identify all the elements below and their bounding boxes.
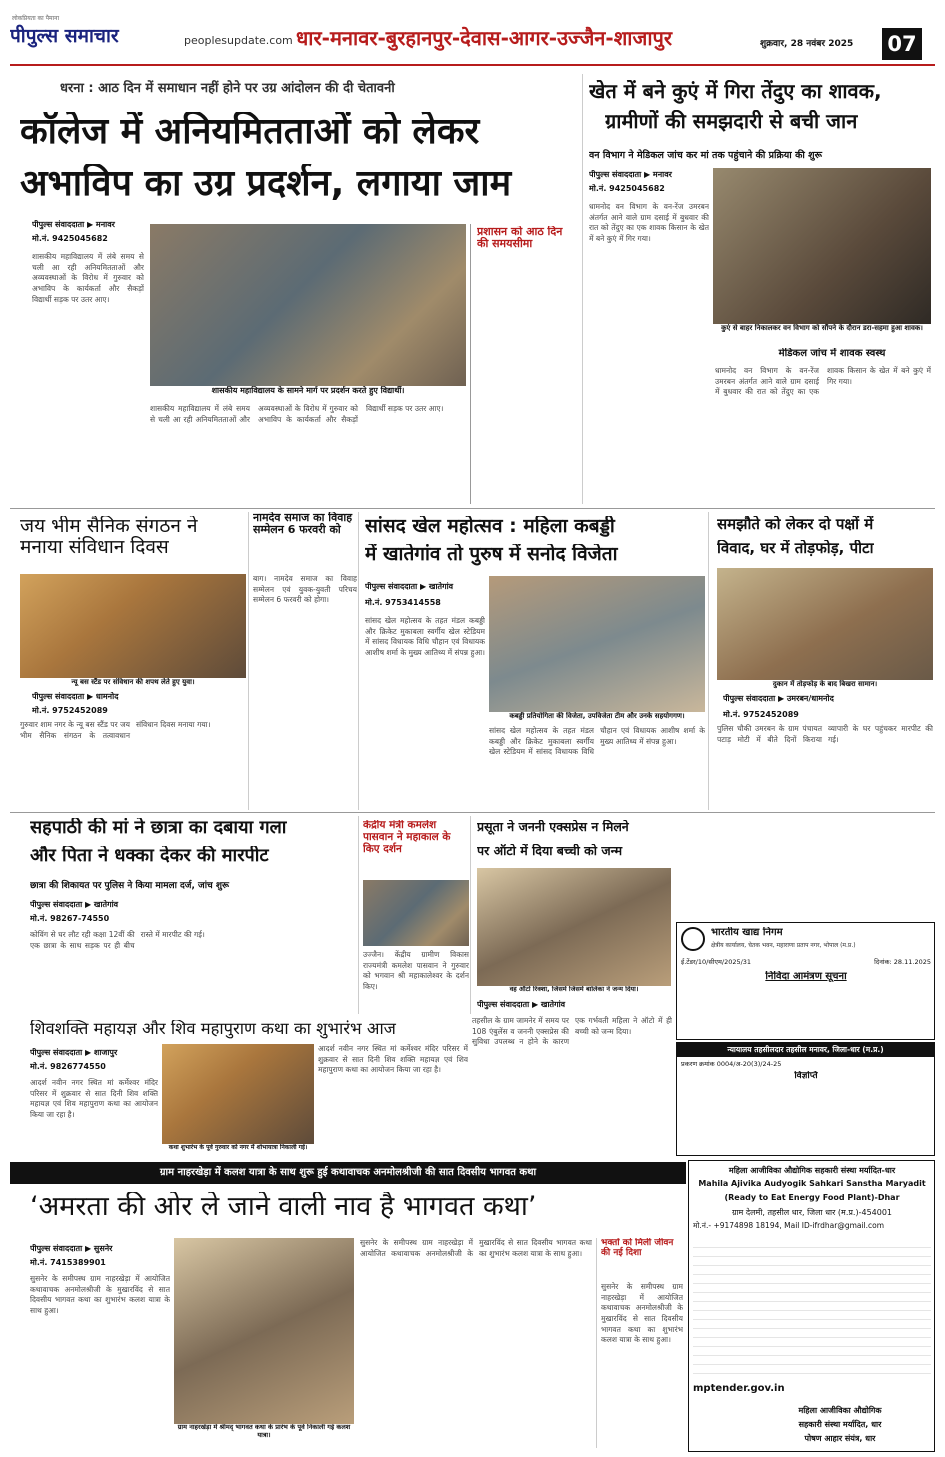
story-namdev-marriage [248,512,358,810]
body-2: धामनोद वन विभाग के वन-रेंज उमरबन अंतर्गत आने वाले ग्राम दसाई में बुधवार की रात को तेंदुए का एक शावक किसान के खेत में बने कुएं में गिर गया। [715,366,931,397]
body-columns: शासकीय महाविद्यालय में लंबे समय से चली आ रही अनियमितताओं और अव्यवस्थाओं के विरोध में गुरुवार को अभाविप के कार्यकर्ता और सैकड़ों विद्यार्थी सड़क पर उतर आए। [150,404,444,424]
ad-mahila-ajivika [688,1160,935,1452]
headline-line-1: खेत में बने कुएं में गिरा तेंदुए का शावक, [589,80,882,103]
body: कोविंग से घर लौट रही कक्षा 12वीं की एक छात्रा के साथ सड़क पर ही बीच रास्ते में मारपीट की गई। [30,930,205,950]
inner-title: मेडिकल जांच में शावक स्वस्थ [778,348,886,359]
row-rule-1 [10,508,935,509]
kabaddi-photo [489,576,705,712]
mobile: मो.नं. 9826774550 [30,1062,106,1071]
body-2: आदर्श नवीन नगर स्थित मां कर्मेश्वर मंदिर परिसर में शुक्रवार से सात दिनी शिव शक्ति महायज्ञ एवं शिव महापुराण कथा का आयोजन किया जा रहा है। [318,1044,468,1075]
story-kabaddi [358,512,708,810]
subheadline: छात्रा की शिकायत पर पुलिस ने किया मामला दर्ज, जांच शुरू [30,881,230,891]
body: उज्जैन। केंद्रीय ग्रामीण विकास राज्यमंत्री कमलेश पासवान ने गुरुवार को भगवान श्री महाकालेश्वर के दर्शन किए। [363,950,469,991]
story-shiv-mahapuran [10,1016,470,1158]
byline: पीपुल्स संवाददाता ▶ मनावर [32,220,115,229]
headline-line-1: सांसद खेल महोत्सव : महिला कबड्डी [365,516,615,537]
mobile: मो.नं. 9753414558 [365,598,441,607]
kicker: धरना : आठ दिन में समाधान नहीं होने पर उग्र आंदोलन की दी चेतावनी [60,81,395,96]
page-number: 07 [882,28,922,60]
damaged-shop-photo [717,568,933,680]
website[interactable]: peoplesupdate.com [184,34,293,47]
ad-title: विज्ञप्ति [794,1071,818,1081]
headline-line-2: पर ऑटो में दिया बच्ची को जन्म [477,844,623,858]
header-rule [10,64,935,66]
mobile: मो.नं. 9752452089 [32,706,108,715]
headline-line-1: प्रसूता ने जननी एक्सप्रेस न मिलने [477,820,629,834]
photo-caption: शासकीय महाविद्यालय के सामने मार्ग पर प्रदर्शन करते हुए विद्यार्थी। [150,386,466,398]
body: सांसद खेल महोत्सव के तहत मंडल कबड्डी और क्रिकेट मुकाबला स्वर्गीय खेल स्टेडियम में सांसद विधायक विधि चौहान एवं विधायक आशीष शर्मा के मुख्य आतिथ्य में संपन्न हुआ। [365,616,485,657]
logo-tag: लोकप्रियता का पैमाना [12,15,60,22]
ad-sign-3: पोषण आहार संयंत्र, धार [804,1434,876,1443]
sidebar-box [470,224,580,504]
ad-fci-tender [676,922,935,1040]
story-constitution-day [10,512,248,810]
ad-date: दिनांक: 28.11.2025 [874,958,931,966]
auto-rickshaw-photo [477,868,671,986]
photo-caption: वह ऑटो रिक्शा, जिसमें जिसमें बालिका ने जन्म दिया। [477,986,671,997]
photo-caption: कुएं से बाहर निकालकर वन विभाग को सौंपने के दौरान डरा-सहमा हुआ शावक। [713,324,931,344]
ad-ref: ई.टेंडर/10/सीएम/2025/31 [681,958,752,966]
headline-line-2: अभाविप का उग्र प्रदर्शन, लगाया जाम [20,164,512,204]
headline: शिवशक्ति महायज्ञ और शिव महापुराण कथा का शुभारंभ आज [30,1020,396,1038]
ad-line-4: ग्राम देलमी, तहसील धार, जिला धार (म.प्र.)-454001 [731,1208,893,1217]
protest-photo [150,224,466,386]
ad-case: प्रकरण क्रमांक 0004/अ-20(3)/24-25 [681,1060,782,1068]
headline-line-2: ग्रामीणों की समझदारी से बची जान [605,110,858,133]
photo-caption: कथा शुभारंभ के पूर्व गुरुवार को नगर में शोभायात्रा निकाली गई। [162,1144,314,1155]
subheadline: वन विभाग ने मेडिकल जांच कर मां तक पहुंचाने की प्रक्रिया की शुरू [589,150,822,161]
body: आदर्श नवीन नगर स्थित मां कर्मेश्वर मंदिर परिसर में शुक्रवार से सात दिनी शिव शक्ति महायज्ञ एवं शिव महापुराण कथा का आयोजन किया जा रहा है। [30,1078,158,1119]
headline-line-1: कॉलेज में अनियमितताओं को लेकर [20,112,480,152]
body-2: सुसनेर के समीपस्थ ग्राम नाहरखेड़ा में आयोजित कथावाचक अनमोलश्रीजी के मुखारविंद से सात दिवसीय भागवत कथा का शुभारंभ कलश यात्रा के साथ हुआ। [360,1238,592,1258]
mobile: मो.नं. 98267-74550 [30,914,110,923]
photo-caption: दुकान में तोड़फोड़ के बाद बिखरा सामान। [717,680,933,691]
story-bhagwat-katha [10,1162,686,1452]
story-dispute [708,512,935,810]
headline-line-1: समझौते को लेकर दो पक्षों में [717,516,874,533]
ad-body [693,1239,931,1379]
headline: जय भीम सैनिक संगठन ने मनाया संविधान दिवस [20,516,198,559]
story-student-assault [10,816,358,1014]
mobile: मो.नं. 7415389901 [30,1258,106,1267]
body: गुरुवार शाम नगर के न्यू बस स्टैंड पर जय भीम सैनिक संगठन के तत्वावधान संविधान दिवस मनाया गया। [20,720,211,740]
mobile: मो.नं. 9425045682 [589,184,665,193]
byline: पीपुल्स संवाददाता ▶ धामनोद [32,692,119,701]
headline: केंद्रीय मंत्री कमलेश पासवान ने महाकाल के किए दर्शन [363,820,451,855]
leopard-photo [713,168,931,324]
byline: पीपुल्स संवाददाता ▶ मनावर [589,170,672,179]
body: सुसनेर के समीपस्थ ग्राम नाहरखेड़ा में आयोजित कथावाचक अनमोलश्रीजी के मुखारविंद से सात दिवसीय भागवत कथा का शुभारंभ कलश यात्रा के साथ हुआ। [30,1274,170,1315]
headline-line-2: और पिता ने धक्का देकर की मारपीट [30,846,269,866]
byline: पीपुल्स संवाददाता ▶ खातेगांव [365,582,454,591]
byline: पीपुल्स संवाददाता ▶ शाजापुर [30,1048,118,1057]
headline: नामदेव समाज का विवाह सम्मेलन 6 फरवरी को [253,512,353,537]
photo-caption: कबड्डी प्रतियोगिता की विजेता, उपविजेता टीम और उनके सहयोगगण। [489,712,705,723]
headline: ‘अमरता की ओर ले जाने वाली नाव है भागवत कथा’ [30,1192,537,1222]
cities-banner: धार-मनावर-बुरहानपुर-देवास-आगर-उज्जैन-शाजापुर [296,26,673,50]
body: धामनोद वन विभाग के वन-रेंज उमरबन अंतर्गत आने वाले ग्राम दसाई में बुधवार की रात को तेंदुए का एक शावक किसान के खेत में बने कुएं में गिर गया। [589,202,709,243]
story-minister-mahakal [358,816,470,1014]
ad-notice-title: निविदा आमंत्रण सूचना [765,971,847,982]
story-auto-birth [470,816,673,1014]
masthead [0,0,945,66]
row-rule-2 [10,812,935,813]
headline-line-1: सहपाठी की मां ने छात्रा का दबाया गला [30,818,287,838]
ad-line-3: (Ready to Eat Energy Food Plant)-Dhar [724,1193,900,1202]
body-2: सांसद खेल महोत्सव के तहत मंडल कबड्डी और क्रिकेट मुकाबला स्वर्गीय खेल स्टेडियम में सांसद विधायक विधि चौहान एवं विधायक आशीष शर्मा के मुख्य आतिथ्य में संपन्न हुआ। [489,726,705,757]
logo: पीपुल्स समाचार [10,25,119,47]
mobile: मो.नं. 9425045682 [32,234,108,243]
mobile: मो.नं. 9752452089 [723,710,799,719]
minister-photo [363,880,469,946]
fci-logo-icon [681,927,705,951]
story-leopard-cub [582,74,935,504]
ad-line-5: मो.नं.- +9174898 18194, Mail ID-ifrdhar@gmail.com [693,1221,885,1230]
constitution-photo [20,574,246,678]
body: बाग। नामदेव समाज का विवाह सम्मेलन एवं युवक-युवती परिचय सम्मेलन 6 फरवरी को होगा। [253,574,357,605]
byline: पीपुल्स संवाददाता ▶ सुसनेर [30,1244,113,1253]
story-college-protest [10,74,582,504]
story-auto-birth-body: तहसील के ग्राम जामनेर में समय पर 108 एंबुलेंस व जननी एक्सप्रेस की सुविधा उपलब्ध न होने के कारण एक गर्भवती महिला ने ऑटो में ही बच्ची को जन्म दिया। [472,1016,672,1047]
ad-line-1: महिला आजीविका औद्योगिक सहकारी संस्था मर्यादित-धार [728,1166,896,1175]
byline: पीपुल्स संवाददाता ▶ खातेगांव [477,1000,566,1009]
side-box [596,1238,684,1448]
ad-header: न्यायालय तहसीलदार तहसील मनावर, जिला-धार (म.प्र.) [677,1043,934,1057]
kicker: ग्राम नाहरखेड़ा में कलश यात्रा के साथ शुरू हुई कथावाचक अनमोलश्रीजी की सात दिवसीय भागवत कथा [10,1162,686,1184]
date: शुक्रवार, 28 नवंबर 2025 [760,39,854,49]
ad-tehsil-notice [676,1042,935,1156]
byline: पीपुल्स संवाददाता ▶ खातेगांव [30,900,119,909]
headline-line-2: में खातेगांव तो पुरुष में सनोद विजेता [365,544,618,565]
procession-photo [162,1044,314,1144]
body: शासकीय महाविद्यालय में लंबे समय से चली आ रही अनियमितताओं और अव्यवस्थाओं के विरोध में गुरुवार को अभाविप के कार्यकर्ता और सैकड़ों विद्यार्थी सड़क पर उतर आए। [32,252,144,304]
headline-line-2: विवाद, घर में तोड़फोड़, पीटा [717,540,874,557]
side-body: सुसनेर के समीपस्थ ग्राम नाहरखेड़ा में आयोजित कथावाचक अनमोलश्रीजी के मुखारविंद से सात दिवसीय भागवत कथा का शुभारंभ कलश यात्रा के साथ हुआ। [601,1282,683,1345]
ad-address: क्षेत्रीय कार्यालय, चेतक भवन, महाराणा प्रताप नगर, भोपाल (म.प्र.) [711,942,856,949]
kalash-yatra-photo [174,1238,354,1424]
photo-caption: ग्राम नाहरखेड़ा में श्रीमद् भागवत कथा के प्रारंभ के पूर्व निकाली गई कलश यात्रा। [174,1424,354,1446]
ad-sign-1: महिला आजीविका औद्योगिक [798,1406,882,1415]
byline: पीपुल्स संवाददाता ▶ उमरबन/धामनोद [723,694,834,703]
ad-website[interactable]: mptender.gov.in [693,1383,785,1394]
ad-line-2: Mahila Ajivika Audyogik Sahkari Sanstha Maryadit [698,1179,926,1188]
ad-sign-2: सहकारी संस्था मर्यादित, धार [798,1420,882,1429]
body: पुलिस चौकी उमरबन के ग्राम पंचायत पटाड़ मोटी में बीते दिनों किराया व्यापारी के घर पहुंचकर मारपीट की गई। [717,724,933,744]
photo-caption: न्यू बस स्टैंड पर संविधान की शपथ लेते हुए युवा। [20,678,246,689]
side-title: भक्तों को मिली जीवन की नई दिशा [601,1238,674,1259]
ad-org: भारतीय खाद्य निगम [711,927,783,938]
sidebar-title: प्रशासन को आठ दिन की समयसीमा [477,226,563,251]
